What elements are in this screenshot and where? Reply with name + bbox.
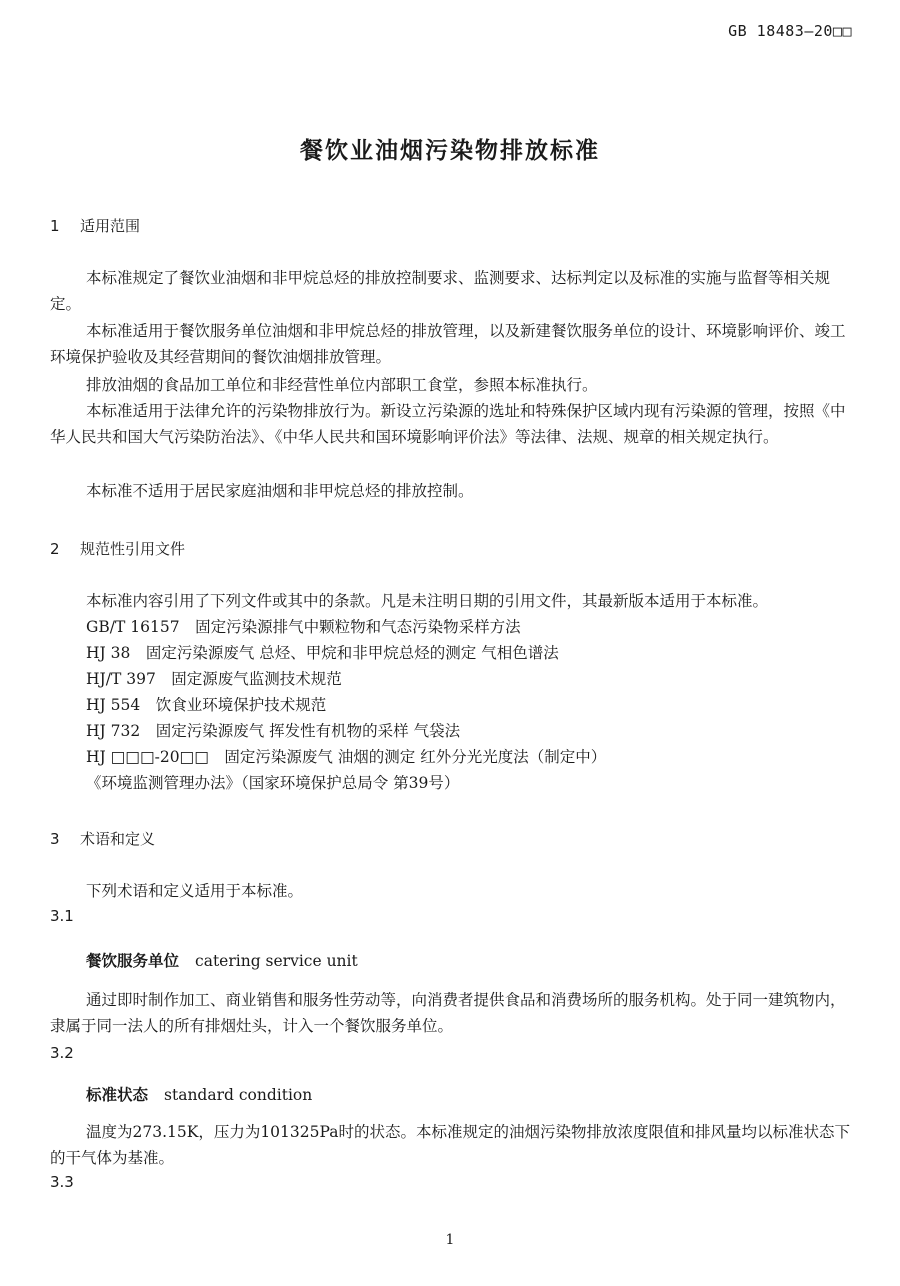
section-number: 2: [50, 540, 60, 558]
reference-item: HJ 554 饮食业环境保护技术规范: [86, 696, 327, 714]
term-chinese: 餐饮服务单位: [86, 952, 180, 970]
term-english: catering service unit: [195, 952, 358, 970]
section-2-heading: [50, 538, 185, 559]
term-entry: [86, 949, 358, 971]
reference-item: HJ 38 固定污染源废气 总烃、甲烷和非甲烷总烃的测定 气相色谱法: [86, 644, 559, 662]
term-definition: 通过即时制作加工、商业销售和服务性劳动等，向消费者提供食品和消费场所的服务机构。处于同一建筑物内，隶属于同一法人的所有排烟灶头，计入一个餐饮服务单位。: [50, 991, 846, 1035]
section-title: 规范性引用文件: [80, 540, 186, 558]
reference-item: HJ □□□-20□□ 固定污染源废气 油烟的测定 红外分光光度法（制定中）: [86, 748, 607, 766]
page-number: 1: [445, 1232, 455, 1248]
reference-item: HJ 732 固定污染源废气 挥发性有机物的采样 气袋法: [86, 722, 461, 740]
term-entry: [86, 1083, 312, 1105]
section-1-paragraph: 本标准规定了餐饮业油烟和非甲烷总烃的排放控制要求、监测要求、达标判定以及标准的实施与监督等相关规定。: [50, 269, 831, 313]
clause-number: 3.2: [50, 1044, 74, 1062]
term-english: standard condition: [164, 1086, 313, 1104]
section-1-paragraph: 排放油烟的食品加工单位和非经营性单位内部职工食堂，参照本标准执行。: [86, 376, 598, 394]
reference-item: 《环境监测管理办法》（国家环境保护总局令 第39号）: [86, 774, 460, 792]
clause-number: 3.1: [50, 907, 74, 925]
section-number: 1: [50, 217, 60, 235]
reference-item: GB/T 16157 固定污染源排气中颗粒物和气态污染物采样方法: [86, 618, 521, 636]
document-title: 餐饮业油烟污染物排放标准: [300, 138, 600, 164]
term-chinese: 标准状态: [86, 1086, 149, 1104]
standard-number: GB 18483—20□□: [728, 22, 852, 40]
section-1-paragraph: 本标准适用于餐饮服务单位油烟和非甲烷总烃的排放管理，以及新建餐饮服务单位的设计、环境影响评价、竣工环境保护验收及其经营期间的餐饮油烟排放管理。: [50, 322, 846, 366]
section-3-heading: [50, 828, 155, 849]
section-1-paragraph: 本标准不适用于居民家庭油烟和非甲烷总烃的排放控制。: [86, 482, 474, 500]
section-1-paragraph: 本标准适用于法律允许的污染物排放行为。新设立污染源的选址和特殊保护区域内现有污染源的管理，按照《中华人民共和国大气污染防治法》、《中华人民共和国环境影响评价法》等法律、法规、规章的相关规定执行。: [50, 402, 846, 446]
section-2-intro: 本标准内容引用了下列文件或其中的条款。凡是未注明日期的引用文件，其最新版本适用于本标准。: [86, 592, 769, 610]
section-title: 术语和定义: [80, 830, 156, 848]
section-3-intro: 下列术语和定义适用于本标准。: [86, 882, 304, 900]
section-1-heading: [50, 215, 140, 236]
clause-number: 3.3: [50, 1173, 74, 1191]
reference-item: HJ/T 397 固定源废气监测技术规范: [86, 670, 342, 688]
section-number: 3: [50, 830, 60, 848]
term-definition: 温度为273.15K，压力为101325Pa时的状态。本标准规定的油烟污染物排放浓度限值和排风量均以标准状态下的干气体为基准。: [50, 1123, 850, 1167]
section-title: 适用范围: [80, 217, 141, 235]
